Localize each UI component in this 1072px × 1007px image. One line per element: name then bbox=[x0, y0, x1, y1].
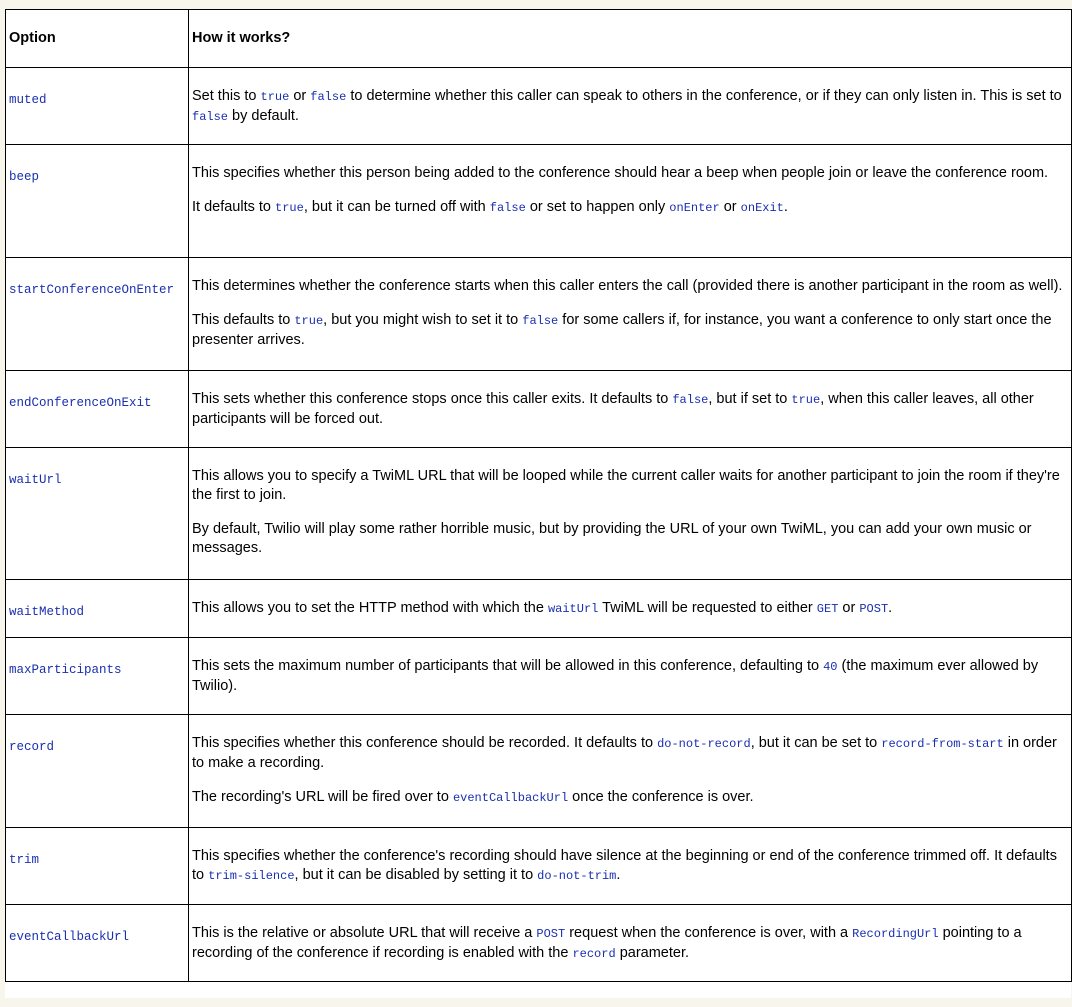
inline-code: RecordingUrl bbox=[852, 927, 939, 941]
text-segment: This is the relative or absolute URL that will receive a bbox=[192, 925, 537, 941]
inline-code: onEnter bbox=[669, 201, 720, 215]
inline-code: eventCallbackUrl bbox=[452, 791, 569, 805]
table-row bbox=[6, 580, 1072, 638]
text-segment: to determine whether this caller can speak to others in the conference, or if they can only listen in. This is set to bbox=[346, 88, 1062, 104]
description-cell bbox=[189, 905, 1072, 982]
header-option: Option bbox=[6, 10, 189, 68]
text-segment: , but it can be turned off with bbox=[303, 199, 490, 215]
options-table bbox=[5, 9, 1072, 982]
inline-code: false bbox=[310, 90, 347, 104]
text-segment: by default. bbox=[228, 108, 299, 124]
text-segment: or set to happen only bbox=[525, 199, 670, 215]
description-paragraph bbox=[192, 311, 1068, 350]
text-segment: , but you might wish to set it to bbox=[323, 312, 523, 328]
table-row bbox=[6, 715, 1072, 828]
text-segment: This allows you to specify a TwiML URL that will be looped while the current caller waits for another participant to join the room if they're the first to join. bbox=[192, 468, 1060, 503]
inline-code: false bbox=[522, 314, 559, 328]
text-segment: . bbox=[616, 867, 621, 883]
table-row bbox=[6, 145, 1072, 258]
table-body bbox=[6, 68, 1072, 982]
description-paragraph bbox=[192, 924, 1068, 964]
description-cell bbox=[189, 580, 1072, 638]
text-segment: , but it can be set to bbox=[750, 735, 882, 751]
text-segment: once the conference is over. bbox=[568, 789, 754, 805]
header-how-it-works: How it works? bbox=[189, 10, 1072, 68]
inline-code: POST bbox=[536, 927, 566, 941]
option-name: endConferenceOnExit bbox=[9, 396, 152, 410]
inline-code: GET bbox=[816, 602, 839, 616]
option-cell bbox=[6, 448, 189, 580]
inline-code: true bbox=[260, 90, 290, 104]
option-cell bbox=[6, 68, 189, 145]
option-cell bbox=[6, 371, 189, 448]
text-segment: , but if set to bbox=[708, 391, 792, 407]
option-cell bbox=[6, 638, 189, 715]
text-segment: This specifies whether this person being added to the conference should hear a beep when people join or leave the conference room. bbox=[192, 165, 1049, 181]
description-paragraph bbox=[192, 734, 1068, 773]
option-name: waitUrl bbox=[9, 473, 62, 487]
table-row bbox=[6, 68, 1072, 145]
description-cell bbox=[189, 715, 1072, 828]
option-cell bbox=[6, 580, 189, 638]
option-name: record bbox=[9, 740, 55, 754]
table-row bbox=[6, 371, 1072, 448]
text-segment: This determines whether the conference starts when this caller enters the call (provided there is another participant in the room as well). bbox=[192, 278, 1063, 294]
text-segment: This specifies whether the conference's recording should have silence at the beginning or end of the conference trimmed off. It defaults to bbox=[192, 848, 1057, 883]
text-segment: This defaults to bbox=[192, 312, 295, 328]
description-cell bbox=[189, 68, 1072, 145]
description-paragraph bbox=[192, 164, 1068, 183]
text-segment: . bbox=[888, 600, 893, 616]
table-header-row bbox=[6, 10, 1072, 68]
option-name: muted bbox=[9, 93, 47, 107]
text-segment: . bbox=[783, 199, 788, 215]
option-name: waitMethod bbox=[9, 605, 85, 619]
option-cell bbox=[6, 828, 189, 905]
option-cell bbox=[6, 905, 189, 982]
option-name: eventCallbackUrl bbox=[9, 930, 130, 944]
text-segment: parameter. bbox=[615, 945, 690, 961]
inline-code: do-not-trim bbox=[537, 869, 617, 883]
table-row bbox=[6, 638, 1072, 715]
description-paragraph bbox=[192, 657, 1068, 696]
inline-code: true bbox=[791, 393, 821, 407]
text-segment: pointing to a recording of the conference if recording is enabled with the bbox=[192, 925, 1022, 961]
text-segment: This sets whether this conference stops once this caller exits. It defaults to bbox=[192, 391, 673, 407]
inline-code: record-from-start bbox=[881, 737, 1004, 751]
inline-code: false bbox=[192, 110, 229, 124]
description-cell bbox=[189, 448, 1072, 580]
description-cell bbox=[189, 371, 1072, 448]
description-cell bbox=[189, 258, 1072, 371]
description-paragraph bbox=[192, 467, 1068, 505]
text-segment: for some callers if, for instance, you want a conference to only start once the presenter arrives. bbox=[192, 312, 1052, 348]
table-row bbox=[6, 448, 1072, 580]
inline-code: POST bbox=[859, 602, 889, 616]
text-segment: Set this to bbox=[192, 88, 261, 104]
inline-code: waitUrl bbox=[547, 602, 599, 616]
inline-code: do-not-record bbox=[657, 737, 751, 751]
option-name: trim bbox=[9, 853, 40, 867]
text-segment: or bbox=[289, 88, 311, 104]
option-name: startConferenceOnEnter bbox=[9, 283, 175, 297]
description-cell bbox=[189, 145, 1072, 258]
text-segment: or bbox=[838, 600, 860, 616]
description-paragraph bbox=[192, 599, 1068, 619]
description-paragraph bbox=[192, 277, 1068, 296]
table-row bbox=[6, 258, 1072, 371]
option-name: beep bbox=[9, 170, 40, 184]
description-paragraph bbox=[192, 198, 1068, 218]
inline-code: false bbox=[489, 201, 526, 215]
text-segment: , but it can be disabled by setting it to bbox=[294, 867, 538, 883]
inline-code: false bbox=[672, 393, 709, 407]
text-segment: This specifies whether this conference should be recorded. It defaults to bbox=[192, 735, 658, 751]
description-cell bbox=[189, 828, 1072, 905]
inline-code: true bbox=[294, 314, 324, 328]
options-table-frame bbox=[5, 9, 1071, 998]
inline-code: true bbox=[275, 201, 304, 215]
description-paragraph bbox=[192, 520, 1068, 558]
text-segment: or bbox=[719, 199, 741, 215]
option-name: maxParticipants bbox=[9, 663, 122, 677]
text-segment: , when this caller leaves, all other participants will be forced out. bbox=[192, 391, 1034, 427]
text-segment: This allows you to set the HTTP method with which the bbox=[192, 600, 548, 616]
text-segment: This sets the maximum number of participants that will be allowed in this conference, defaulting to bbox=[192, 658, 824, 674]
text-segment: in order to make a recording. bbox=[192, 735, 1057, 771]
text-segment: By default, Twilio will play some rather horrible music, but by providing the URL of your own TwiML, you can add your own music or messages. bbox=[192, 521, 1032, 556]
option-cell bbox=[6, 258, 189, 371]
description-paragraph bbox=[192, 788, 1068, 808]
description-paragraph bbox=[192, 390, 1068, 429]
text-segment: TwiML will be requested to either bbox=[598, 600, 817, 616]
text-segment: request when the conference is over, with a bbox=[565, 925, 853, 941]
description-cell bbox=[189, 638, 1072, 715]
inline-code: onExit bbox=[740, 201, 784, 215]
text-segment: (the maximum ever allowed by Twilio). bbox=[192, 658, 1039, 694]
option-cell bbox=[6, 715, 189, 828]
table-row bbox=[6, 905, 1072, 982]
option-cell bbox=[6, 145, 189, 258]
inline-code: record bbox=[572, 947, 616, 961]
inline-code: trim-silence bbox=[208, 869, 295, 883]
table-row bbox=[6, 828, 1072, 905]
description-paragraph bbox=[192, 87, 1068, 127]
description-paragraph bbox=[192, 847, 1068, 886]
inline-code: 40 bbox=[823, 660, 838, 674]
text-segment: The recording's URL will be fired over to bbox=[192, 789, 453, 805]
text-segment: It defaults to bbox=[192, 199, 276, 215]
